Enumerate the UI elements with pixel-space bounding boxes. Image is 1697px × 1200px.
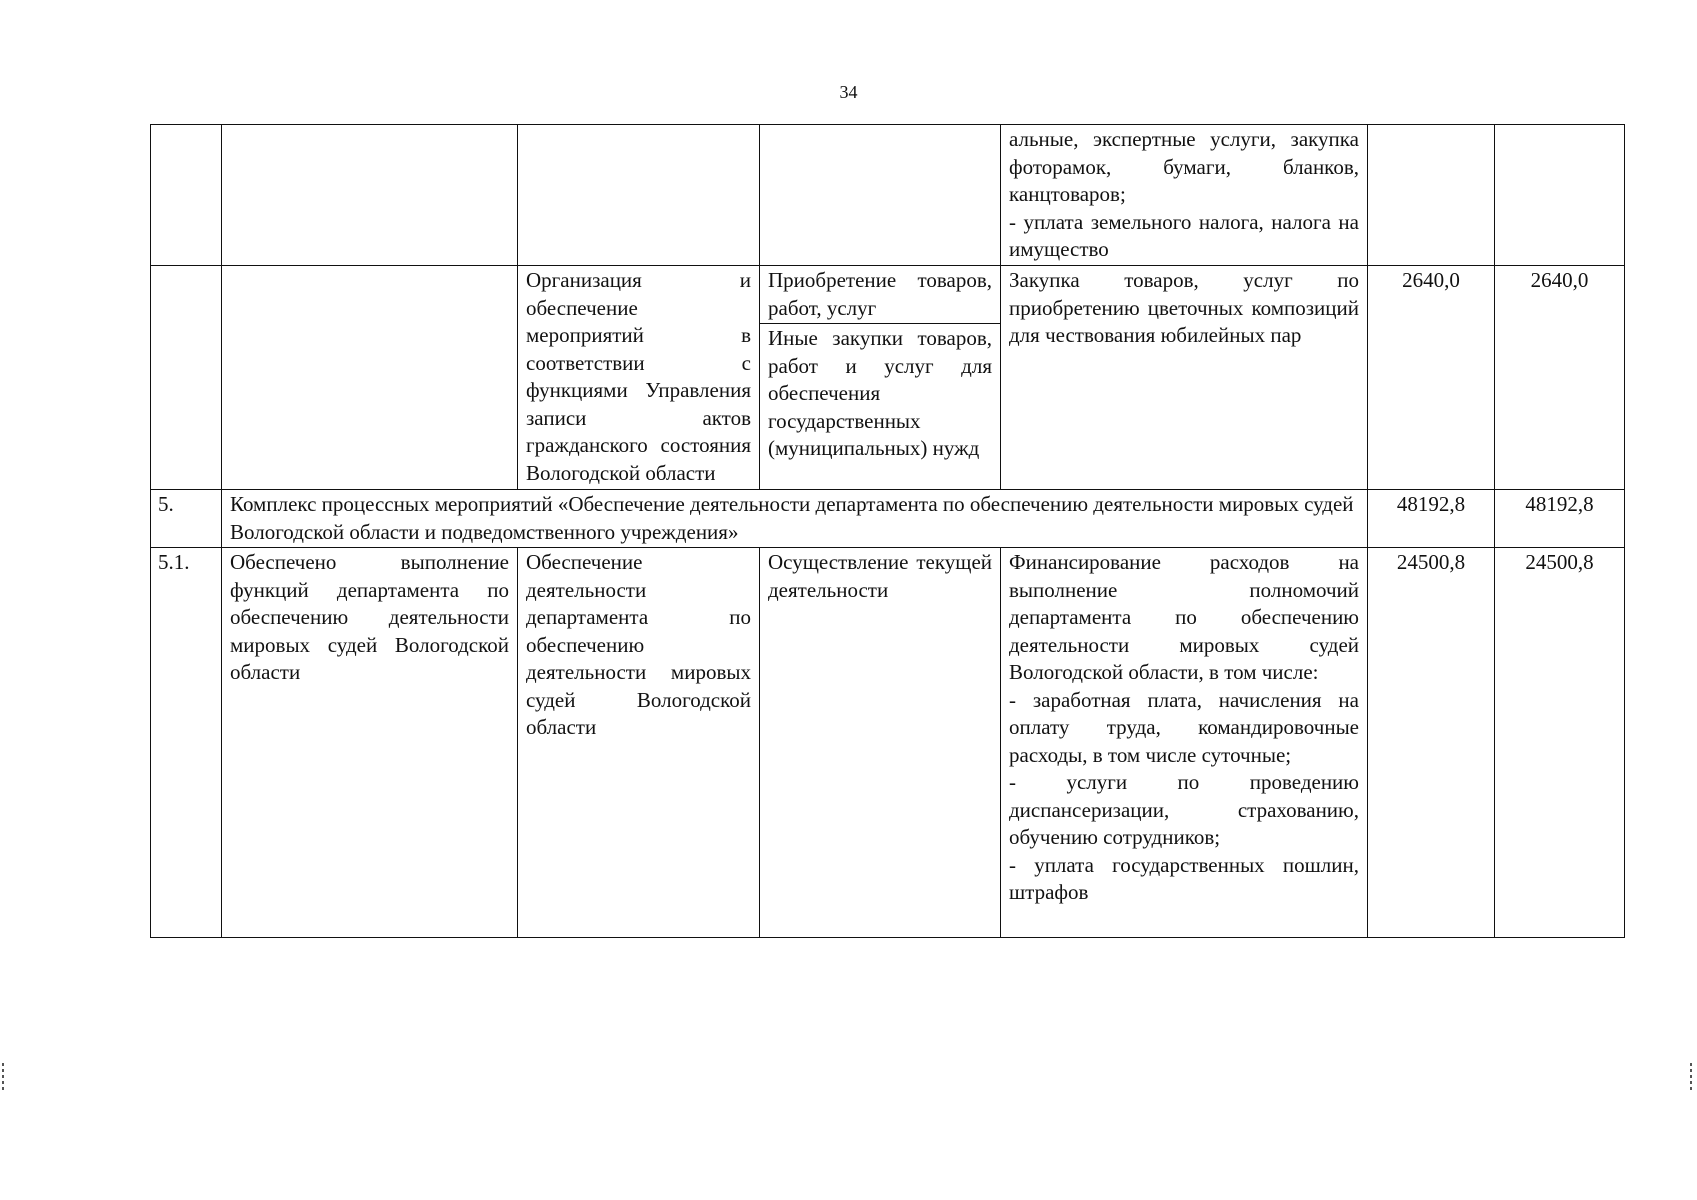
cell-index [151, 266, 222, 490]
cell-expense-type [760, 266, 1001, 490]
table-row-anniversary [151, 266, 1625, 490]
expense-type-bottom: Иные закупки товаров, работ и услуг для обеспечения государственных (муниципальных) нужд [768, 326, 992, 460]
cell-result [222, 266, 518, 490]
budget-table [150, 124, 1625, 938]
table-row-complex-5 [151, 490, 1625, 548]
cell-measure [518, 125, 760, 266]
cell-expense-type [760, 125, 1001, 266]
cell-result: Обеспечено выполнение функций департамента по обеспечению деятельности мировых судей Вологодской области [222, 548, 518, 938]
cell-value-2: 2640,0 [1495, 266, 1625, 490]
cell-value-1: 2640,0 [1368, 266, 1495, 490]
left-edge-marks [2, 1063, 4, 1093]
cell-value-2 [1495, 125, 1625, 266]
cell-value-1 [1368, 125, 1495, 266]
cell-description: Финансирование расходов на выполнение полномочий департамента по обеспечению деятельности мировых судей Вологодской области, в том числе: - заработная плата, начисления на оплату труда, командировочные расходы, в том числе суточные; - услуги по проведению диспансеризации, страхованию, обучению сотрудников; - уплата государственных пошлин, штрафов [1001, 548, 1368, 938]
cell-measure: Обеспечение деятельности департамента по обеспечению деятельности мировых судей Вологодской области [518, 548, 760, 938]
cell-result [222, 125, 518, 266]
cell-index: 5.1. [151, 548, 222, 938]
table-row-continuation [151, 125, 1625, 266]
cell-description: Закупка товаров, услуг по приобретению цветочных композиций для чествования юбилейных пар [1001, 266, 1368, 490]
cell-description: альные, экспертные услуги, закупка фоторамок, бумаги, бланков, канцтоваров; - уплата земельного налога, налога на имущество [1001, 125, 1368, 266]
table-row-5-1 [151, 548, 1625, 938]
cell-index: 5. [151, 490, 222, 548]
cell-complex-title: Комплекс процессных мероприятий «Обеспечение деятельности департамента по обеспечению деятельности мировых судей Вологодской области и подведомственного учреждения» [222, 490, 1368, 548]
page-number: 34 [839, 82, 858, 102]
right-edge-marks [1690, 1063, 1692, 1093]
cell-value-1: 48192,8 [1368, 490, 1495, 548]
cell-value-2: 48192,8 [1495, 490, 1625, 548]
cell-expense-type: Осуществление текущей деятельности [760, 548, 1001, 938]
cell-value-2: 24500,8 [1495, 548, 1625, 938]
expense-type-top: Приобретение товаров, работ, услуг [760, 267, 1000, 324]
cell-measure: Организация и обеспечение мероприятий в соответствии с функциями Управления записи актов гражданского состояния Вологодской области [518, 266, 760, 490]
cell-index [151, 125, 222, 266]
cell-value-1: 24500,8 [1368, 548, 1495, 938]
